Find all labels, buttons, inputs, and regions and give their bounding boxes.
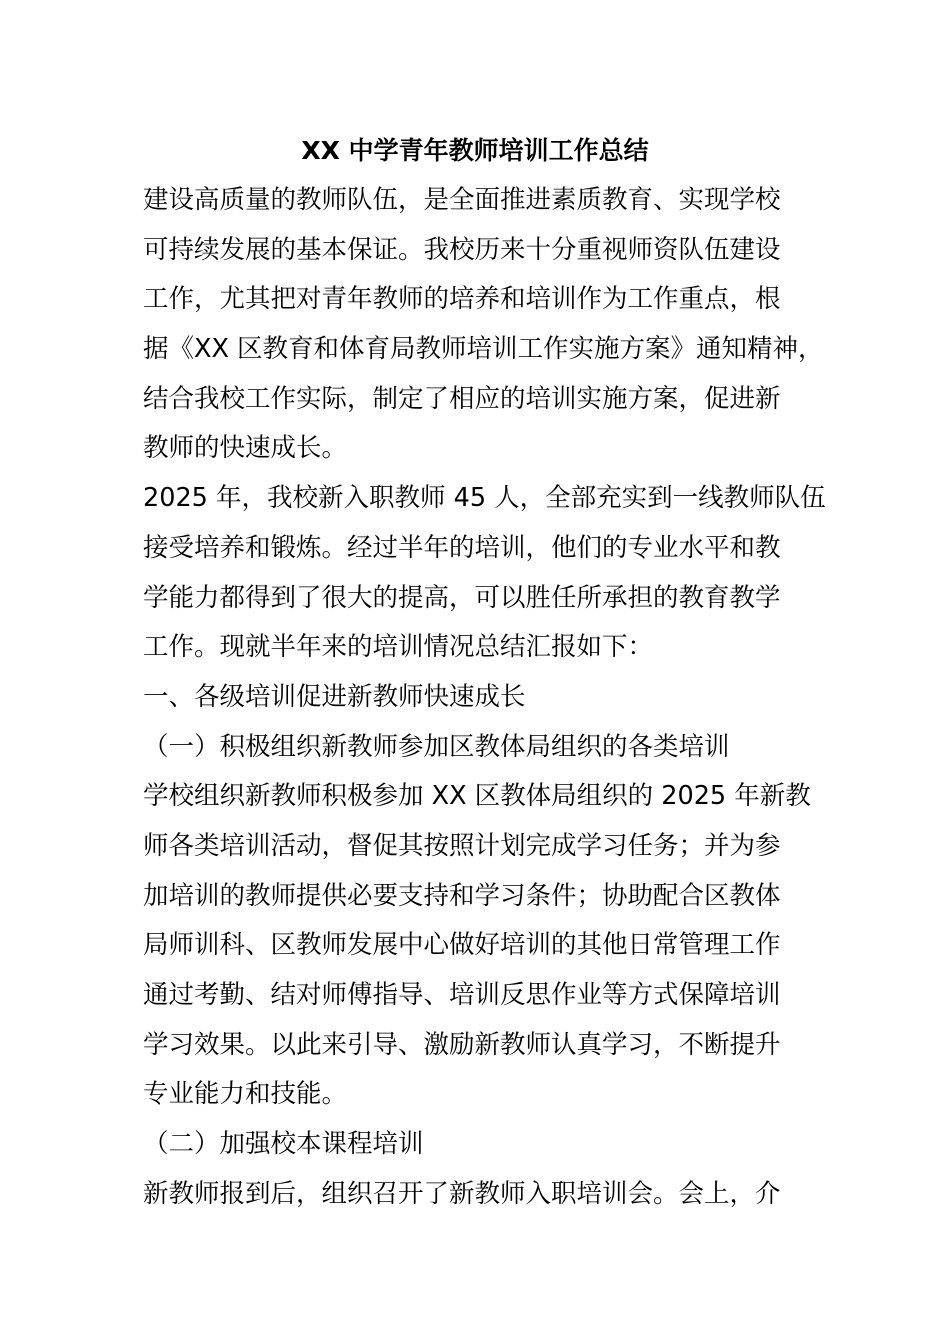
text-line: 工作，尤其把对青年教师的培养和培训作为工作重点，根 bbox=[143, 284, 781, 315]
text-line: 建设高质量的教师队伍，是全面推进素质教育、实现学校 bbox=[143, 185, 781, 215]
section-heading: 一、各级培训促进新教师快速成长 bbox=[143, 681, 526, 712]
subsection-heading: （一）积极组织新教师参加区教体局组织的各类培训 bbox=[143, 731, 730, 762]
text-line: 结合我校工作实际，制定了相应的培训实施方案，促进新 bbox=[143, 383, 781, 414]
text-line: 可持续发展的基本保证。我校历来十分重视师资队伍建设 bbox=[143, 234, 781, 265]
text-line: 据《XX 区教育和体育局教师培训工作实施方案》通知精神， bbox=[143, 334, 824, 365]
text-line: 学校组织新教师积极参加 XX 区教体局组织的 2025 年新教 bbox=[143, 781, 811, 812]
text-line: 加培训的教师提供必要支持和学习条件；协助配合区教体 bbox=[143, 880, 781, 911]
text-line: 工作。现就半年来的培训情况总结汇报如下： bbox=[143, 632, 654, 663]
text-line: 学能力都得到了很大的提高，可以胜任所承担的教育教学 bbox=[143, 582, 781, 613]
text-line: 新教师报到后，组织召开了新教师入职培训会。会上，介 bbox=[143, 1178, 781, 1209]
text-line: 局师训科、区教师发展中心做好培训的其他日常管理工作 bbox=[143, 930, 781, 961]
text-line: 学习效果。以此来引导、激励新教师认真学习，不断提升 bbox=[143, 1029, 781, 1060]
document-title: XX 中学青年教师培训工作总结 bbox=[301, 136, 649, 165]
text-line: 接受培养和锻炼。经过半年的培训，他们的专业水平和教 bbox=[143, 532, 781, 563]
text-line: 师各类培训活动，督促其按照计划完成学习任务；并为参 bbox=[143, 830, 781, 861]
text-line: 教师的快速成长。 bbox=[143, 433, 348, 464]
document-body bbox=[143, 176, 826, 1219]
subsection-heading: （二）加强校本课程培训 bbox=[143, 1129, 424, 1160]
text-line: 2025 年，我校新入职教师 45 人，全部充实到一线教师队伍 bbox=[143, 483, 826, 514]
text-line: 专业能力和技能。 bbox=[143, 1079, 348, 1110]
text-line: 通过考勤、结对师傅指导、培训反思作业等方式保障培训 bbox=[143, 980, 781, 1010]
